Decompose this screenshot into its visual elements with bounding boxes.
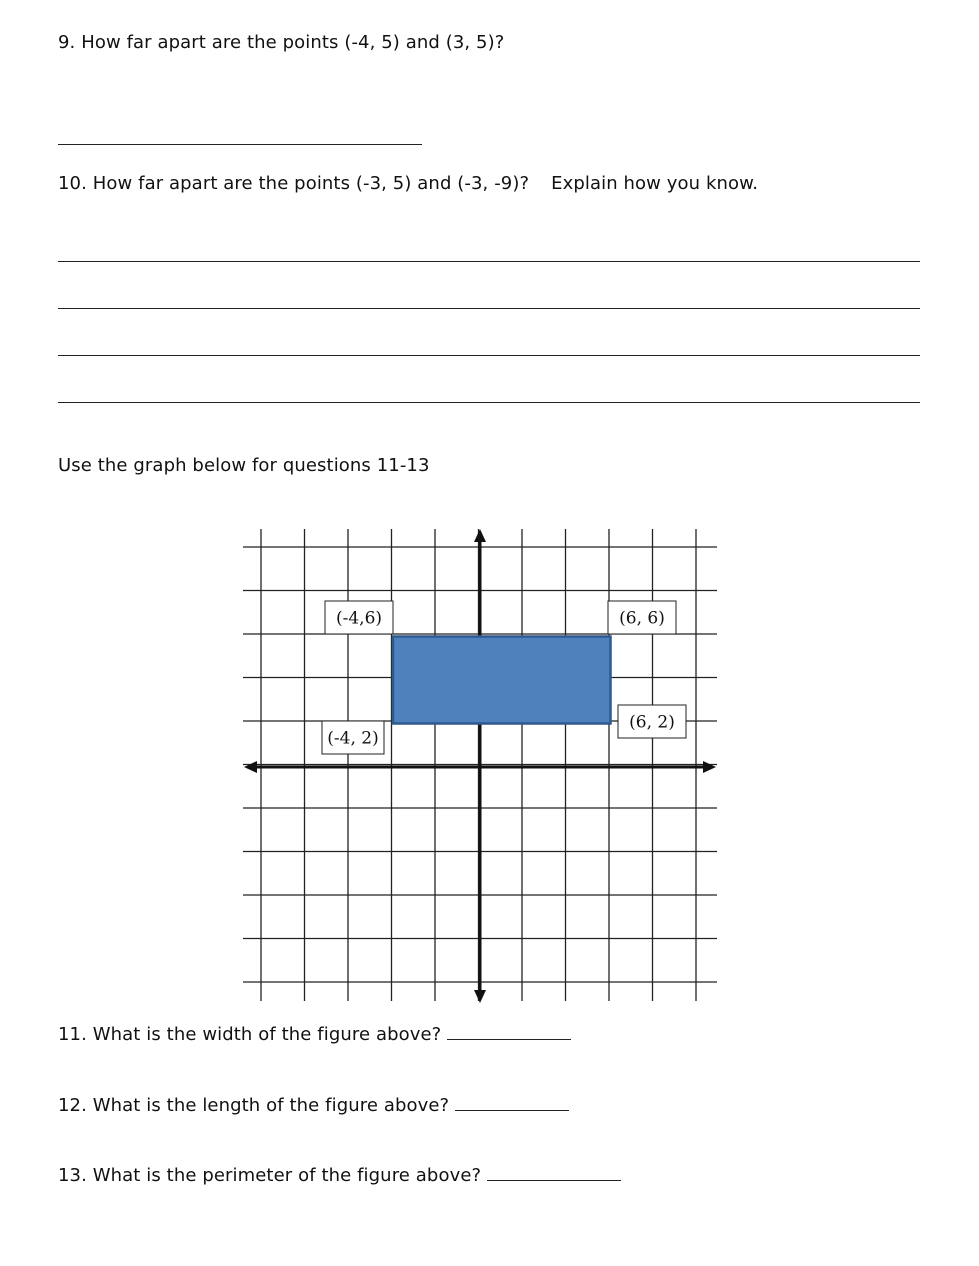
question-11-text: 11. What is the width of the figure above?: [58, 1024, 442, 1045]
question-9-text: 9. How far apart are the points (-4, 5) and (3, 5)?: [58, 32, 505, 53]
blue-rectangle: [393, 637, 611, 724]
question-13-text: 13. What is the perimeter of the figure above?: [58, 1165, 482, 1186]
question-12: [58, 1094, 569, 1116]
axes: [244, 529, 716, 1003]
coordinate-graph: [240, 526, 720, 1008]
answer-line-10d[interactable]: [58, 402, 920, 403]
answer-blank-13[interactable]: [487, 1164, 621, 1181]
answer-line-10a[interactable]: [58, 261, 920, 262]
graph-intro-text: Use the graph below for questions 11-13: [58, 455, 430, 476]
point-label: [618, 705, 686, 738]
point-label: [322, 721, 384, 754]
point-label-text: (-4,6): [335, 608, 383, 629]
point-label-text: (6, 2): [629, 712, 675, 733]
question-10-text: 10. How far apart are the points (-3, 5) and (-3, -9)?: [58, 173, 530, 194]
x-axis-arrow-right: [703, 761, 716, 773]
question-9: [58, 32, 504, 53]
shapes: [393, 637, 611, 724]
point-label: [325, 601, 393, 634]
answer-blank-12[interactable]: [455, 1094, 569, 1111]
question-10-explain: Explain how you know.: [551, 173, 759, 194]
question-13: [58, 1164, 621, 1186]
question-10: [58, 173, 758, 194]
question-12-text: 12. What is the length of the figure above?: [58, 1095, 450, 1116]
answer-line-10b[interactable]: [58, 308, 920, 309]
point-label-text: (6, 6): [619, 608, 665, 629]
answer-line-9[interactable]: [58, 144, 422, 145]
answer-blank-11[interactable]: [447, 1023, 571, 1040]
y-axis-arrow-up: [474, 529, 486, 542]
graph-intro: [58, 455, 430, 476]
point-label-text: (-4, 2): [327, 728, 379, 749]
y-axis-arrow-down: [474, 990, 486, 1003]
point-label: [608, 601, 676, 634]
question-11: [58, 1023, 571, 1045]
answer-line-10c[interactable]: [58, 355, 920, 356]
x-axis-arrow-left: [244, 761, 257, 773]
